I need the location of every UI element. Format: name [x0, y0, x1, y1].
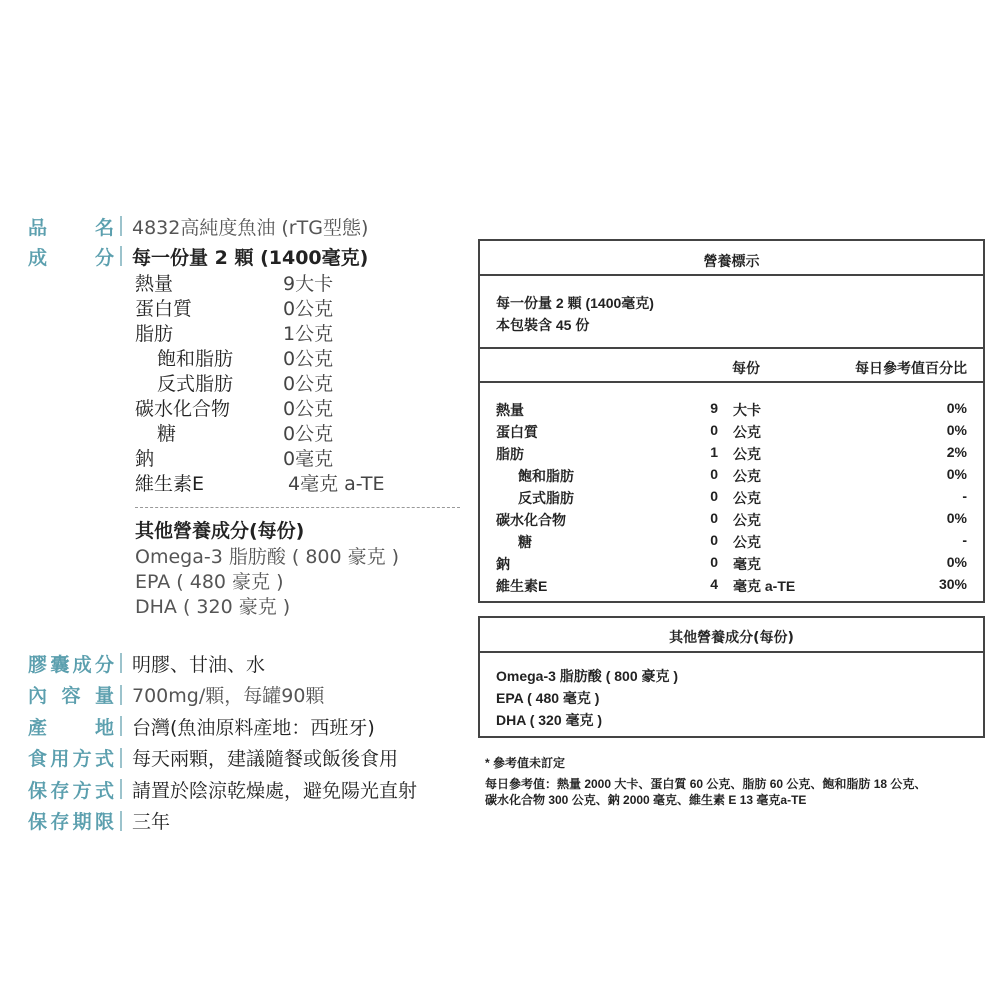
- other-box-item: DHA ( 320 毫克 ): [496, 712, 603, 728]
- nutrition-label-box: [478, 239, 985, 603]
- footnote-line: 碳水化合物 300 公克、鈉 2000 毫克、維生素 E 13 毫克a-TE: [485, 793, 807, 807]
- other-box-item: EPA ( 480 毫克 ): [496, 690, 600, 706]
- other-nutrients-box-title: 其他營養成分(每份): [669, 630, 794, 646]
- row-amount: 0: [710, 466, 718, 482]
- divider: [480, 347, 983, 349]
- separator: [120, 246, 122, 266]
- other-nutrients-title: 其他營養成分(每份): [135, 520, 305, 542]
- row-daily-pct: 0%: [946, 466, 967, 482]
- row-daily-pct: 0%: [946, 554, 967, 570]
- nutrient-value: 4毫克 a-TE: [288, 473, 385, 495]
- product-name: 4832高純度魚油 (rTG型態): [132, 216, 369, 239]
- row-name: 蛋白質: [496, 424, 538, 440]
- detail-value: 700mg/顆，每罐90顆: [132, 685, 325, 707]
- detail-row: [28, 745, 398, 771]
- other-box-item: Omega-3 脂肪酸 ( 800 豪克 ): [496, 668, 679, 684]
- other-item: Omega-3 脂肪酸 ( 800 豪克 ): [135, 546, 400, 568]
- row-amount: 4: [710, 576, 718, 592]
- row-daily-pct: -: [962, 488, 967, 504]
- detail-label: 膠 囊 成 分: [28, 653, 114, 676]
- row-daily-pct: 30%: [938, 576, 967, 592]
- detail-label: 食 用 方 式: [28, 748, 114, 770]
- nutrient-value: 9大卡: [283, 273, 334, 295]
- row-unit: 大卡: [733, 402, 761, 418]
- nutrient-name: 反式脂肪: [157, 373, 234, 395]
- detail-row: [28, 776, 417, 802]
- row-unit: 公克: [733, 468, 761, 484]
- spec-label: 品 名: [28, 216, 114, 239]
- nutrient-name: 鈉: [135, 448, 155, 470]
- separator: [120, 748, 122, 768]
- footnote-note: * 參考值未訂定: [485, 756, 566, 770]
- row-amount: 1: [710, 444, 718, 460]
- detail-value: 明膠、甘油、水: [132, 653, 266, 676]
- divider: [480, 651, 983, 653]
- row-name: 糖: [518, 534, 532, 550]
- divider: [480, 274, 983, 276]
- dashed-divider: [135, 507, 460, 508]
- nutrient-name: 糖: [157, 423, 177, 445]
- row-amount: 0: [710, 510, 718, 526]
- row-amount: 0: [710, 554, 718, 570]
- servings-per-pack: 本包裝含 45 份: [496, 317, 590, 333]
- row-name: 飽和脂肪: [518, 468, 574, 484]
- detail-value: 三年: [132, 811, 171, 833]
- detail-label: 保 存 期 限: [28, 811, 114, 833]
- detail-value: 請置於陰涼乾燥處，避免陽光直射: [132, 779, 418, 802]
- separator: [120, 716, 122, 736]
- row-name: 鈉: [496, 556, 510, 572]
- row-unit: 公克: [733, 446, 761, 462]
- detail-label: 內 容 量: [28, 685, 114, 707]
- row-amount: 0: [710, 532, 718, 548]
- row-amount: 0: [710, 488, 718, 504]
- row-name: 反式脂肪: [518, 490, 574, 506]
- row-amount: 9: [710, 400, 718, 416]
- serving-size: 每一份量 2 顆 (1400毫克): [132, 246, 369, 269]
- nutrient-value: 0公克: [283, 373, 334, 395]
- detail-label: 產 地: [28, 716, 114, 739]
- nutrition-label-title: 營養標示: [703, 254, 760, 270]
- detail-row: [28, 682, 324, 708]
- nutrient-name: 脂肪: [135, 323, 174, 345]
- row-unit: 毫克: [733, 556, 761, 572]
- separator: [120, 779, 122, 799]
- nutrient-value: 0公克: [283, 348, 334, 370]
- col-per-serving: 每份: [732, 360, 760, 376]
- detail-value: 每天兩顆，建議隨餐或飯後食用: [132, 748, 399, 770]
- footnote-line: 每日參考值：熱量 2000 大卡、蛋白質 60 公克、脂肪 60 公克、飽和脂肪 18 公克、: [485, 777, 927, 791]
- row-daily-pct: 0%: [946, 422, 967, 438]
- row-name: 碳水化合物: [496, 512, 566, 528]
- row-unit: 公克: [733, 424, 761, 440]
- row-unit: 公克: [733, 534, 761, 550]
- nutrient-name: 碳水化合物: [135, 398, 231, 420]
- nutrient-value: 0公克: [283, 423, 334, 445]
- nutrient-value: 0毫克: [283, 448, 334, 470]
- nutrient-name: 飽和脂肪: [157, 348, 234, 370]
- serving-size: 每一份量 2 顆 (1400毫克): [496, 295, 654, 311]
- other-nutrients-box: [478, 616, 985, 738]
- row-name: 維生素E: [496, 578, 548, 594]
- divider: [480, 381, 983, 383]
- row-daily-pct: 2%: [946, 444, 967, 460]
- detail-value: 台灣(魚油原料產地：西班牙): [132, 716, 375, 739]
- spec-label: 成 分: [28, 246, 114, 269]
- row-name: 熱量: [496, 402, 524, 418]
- row-daily-pct: 0%: [946, 510, 967, 526]
- nutrient-name: 熱量: [135, 273, 174, 295]
- row-unit: 毫克 a-TE: [733, 578, 796, 594]
- row-unit: 公克: [733, 512, 761, 528]
- other-item: EPA ( 480 豪克 ): [135, 571, 284, 593]
- other-item: DHA ( 320 豪克 ): [135, 596, 291, 618]
- nutrient-name: 維生素E: [135, 473, 205, 495]
- row-daily-pct: -: [962, 532, 967, 548]
- row-name: 脂肪: [496, 446, 524, 462]
- row-daily-pct: 0%: [946, 400, 967, 416]
- row-amount: 0: [710, 422, 718, 438]
- spec-row-name: [28, 213, 368, 239]
- separator: [120, 811, 122, 831]
- separator: [120, 685, 122, 705]
- nutrient-value: 0公克: [283, 298, 334, 320]
- nutrient-value: 1公克: [283, 323, 334, 345]
- spec-row-ingredients: [28, 243, 368, 269]
- separator: [120, 653, 122, 673]
- detail-row: [28, 713, 375, 739]
- detail-row: [28, 650, 265, 676]
- separator: [120, 216, 122, 236]
- nutrient-name: 蛋白質: [135, 298, 193, 320]
- detail-label: 保 存 方 式: [28, 779, 114, 802]
- col-daily-pct: 每日參考值百分比: [855, 360, 967, 376]
- nutrient-value: 0公克: [283, 398, 334, 420]
- detail-row: [28, 808, 170, 834]
- row-unit: 公克: [733, 490, 761, 506]
